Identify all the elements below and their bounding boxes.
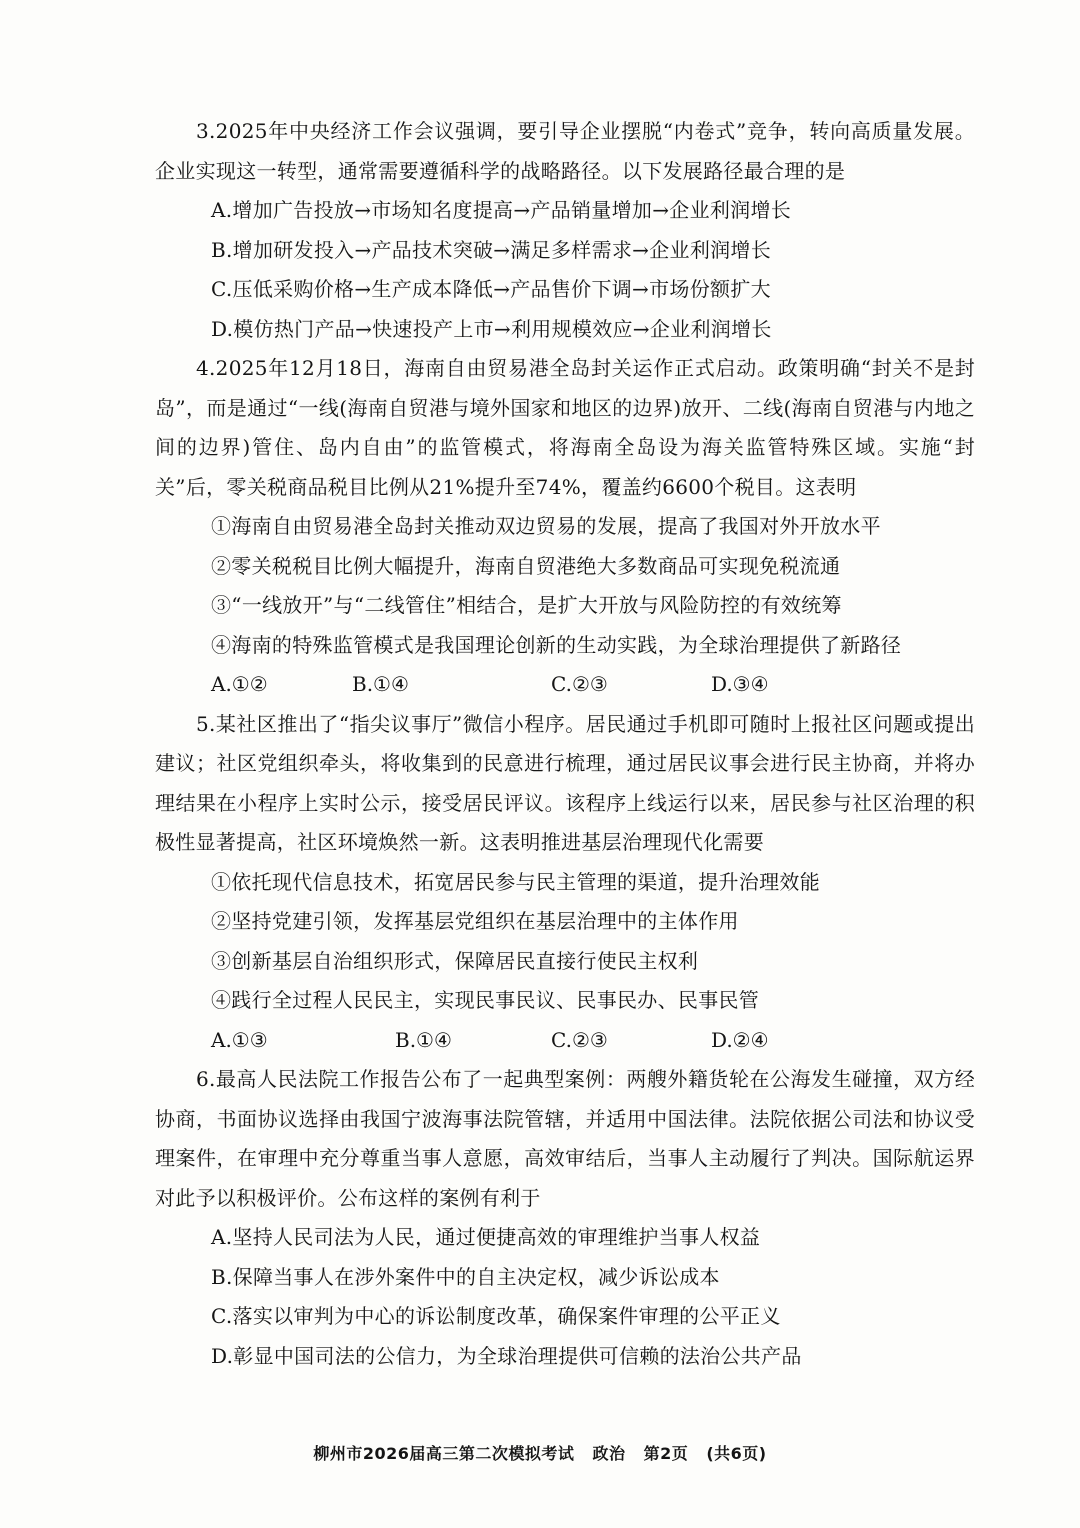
question-3-option-d: D.模仿热门产品→快速投产上市→利用规模效应→企业利润增长 [211, 316, 772, 341]
question-6-option-a: A.坚持人民司法为人民，通过便捷高效的审理维护当事人权益 [211, 1225, 761, 1249]
question-4-stem: 4.2025年12月18日，海南自由贸易港全岛封关运作正式启动。政策明确“封关不是封岛”，而是通过“一线(海南自贸港与境外国家和地区的边界)放开、二线(海南自贸港与内地之间的边界)管住、岛内自由”的监管模式，将海南全岛设为海关监管特殊区域。实施“封关”后，零关税商品税目比例从21%提升至74%，覆盖约6600个税目。这表明 [155, 356, 975, 499]
question-3-option-b: B.增加研发投入→产品技术突破→满足多样需求→企业利润增长 [211, 237, 772, 262]
question-6-option-d: D.彰显中国司法的公信力，为全球治理提供可信赖的法治公共产品 [211, 1343, 802, 1368]
question-4-statement-1: ①海南自由贸易港全岛封关推动双边贸易的发展，提高了我国对外开放水平 [211, 514, 881, 538]
question-6-stem: 6.最高人民法院工作报告公布了一起典型案例：两艘外籍货轮在公海发生碰撞，双方经协商，书面协议选择由我国宁波海事法院管辖，并适用中国法律。法院依据公司法和协议受理案件，在审理中充分尊重当事人意愿，高效审结后，当事人主动履行了判决。国际航运界对此予以积极评价。公布这样的案例有利于 [155, 1067, 975, 1210]
question-3 [155, 112, 975, 349]
footer-total-pages: (共6页) [706, 1444, 767, 1463]
question-5-choices [155, 1021, 975, 1061]
question-6 [155, 1060, 975, 1376]
footer-subject: 政治 [592, 1444, 626, 1463]
question-4-choices [155, 665, 975, 705]
question-4-statement-2: ②零关税税目比例大幅提升，海南自贸港绝大多数商品可实现免税流通 [211, 553, 841, 578]
question-4 [155, 349, 975, 705]
question-3-option-a: A.增加广告投放→市场知名度提高→产品销量增加→企业利润增长 [211, 198, 792, 222]
question-6-option-b: B.保障当事人在涉外案件中的自主决定权，减少诉讼成本 [211, 1264, 720, 1289]
question-5-statement-3: ③创新基层自治组织形式，保障居民直接行使民主权利 [211, 948, 699, 973]
question-4-statement-3: ③“一线放开”与“二线管住”相结合，是扩大开放与风险防控的有效统筹 [211, 593, 842, 617]
question-5-statement-2: ②坚持党建引领，发挥基层党组织在基层治理中的主体作用 [211, 909, 739, 933]
question-5-choice-b: B.①④ [395, 1027, 452, 1052]
question-3-option-c: C.压低采购价格→生产成本降低→产品售价下调→市场份额扩大 [211, 277, 771, 301]
footer-page-number: 第2页 [643, 1444, 689, 1463]
question-5-choice-c: C.②③ [551, 1027, 608, 1052]
question-4-choice-d: D.③④ [711, 672, 769, 696]
question-5-statement-1: ①依托现代信息技术，拓宽居民参与民主管理的渠道，提升治理效能 [211, 869, 820, 894]
question-5 [155, 705, 975, 1061]
question-list [155, 112, 975, 1376]
question-5-statement-4: ④践行全过程人民民主，实现民事民议、民事民办、民事民管 [211, 988, 760, 1012]
question-6-option-c: C.落实以审判为中心的诉讼制度改革，确保案件审理的公平正义 [211, 1304, 781, 1328]
question-4-choice-a: A.①② [211, 672, 268, 696]
question-4-statement-4: ④海南的特殊监管模式是我国理论创新的生动实践，为全球治理提供了新路径 [211, 632, 902, 657]
footer-exam-title: 柳州市2026届高三第二次模拟考试 [313, 1444, 575, 1463]
question-4-choice-c: C.②③ [551, 672, 608, 696]
question-5-stem: 5.某社区推出了“指尖议事厅”微信小程序。居民通过手机即可随时上报社区问题或提出建议；社区党组织牵头，将收集到的民意进行梳理，通过居民议事会进行民主协商，并将办理结果在小程序上实时公示，接受居民评议。该程序上线运行以来，居民参与社区治理的积极性显著提高，社区环境焕然一新。这表明推进基层治理现代化需要 [155, 711, 975, 854]
question-5-choice-d: D.②④ [711, 1027, 769, 1052]
page-footer [0, 1441, 1080, 1464]
question-3-stem: 3.2025年中央经济工作会议强调，要引导企业摆脱“内卷式”竞争，转向高质量发展。企业实现这一转型，通常需要遵循科学的战略路径。以下发展路径最合理的是 [155, 119, 975, 183]
question-4-choice-b: B.①④ [352, 672, 409, 696]
question-5-choice-a: A.①③ [211, 1027, 268, 1052]
